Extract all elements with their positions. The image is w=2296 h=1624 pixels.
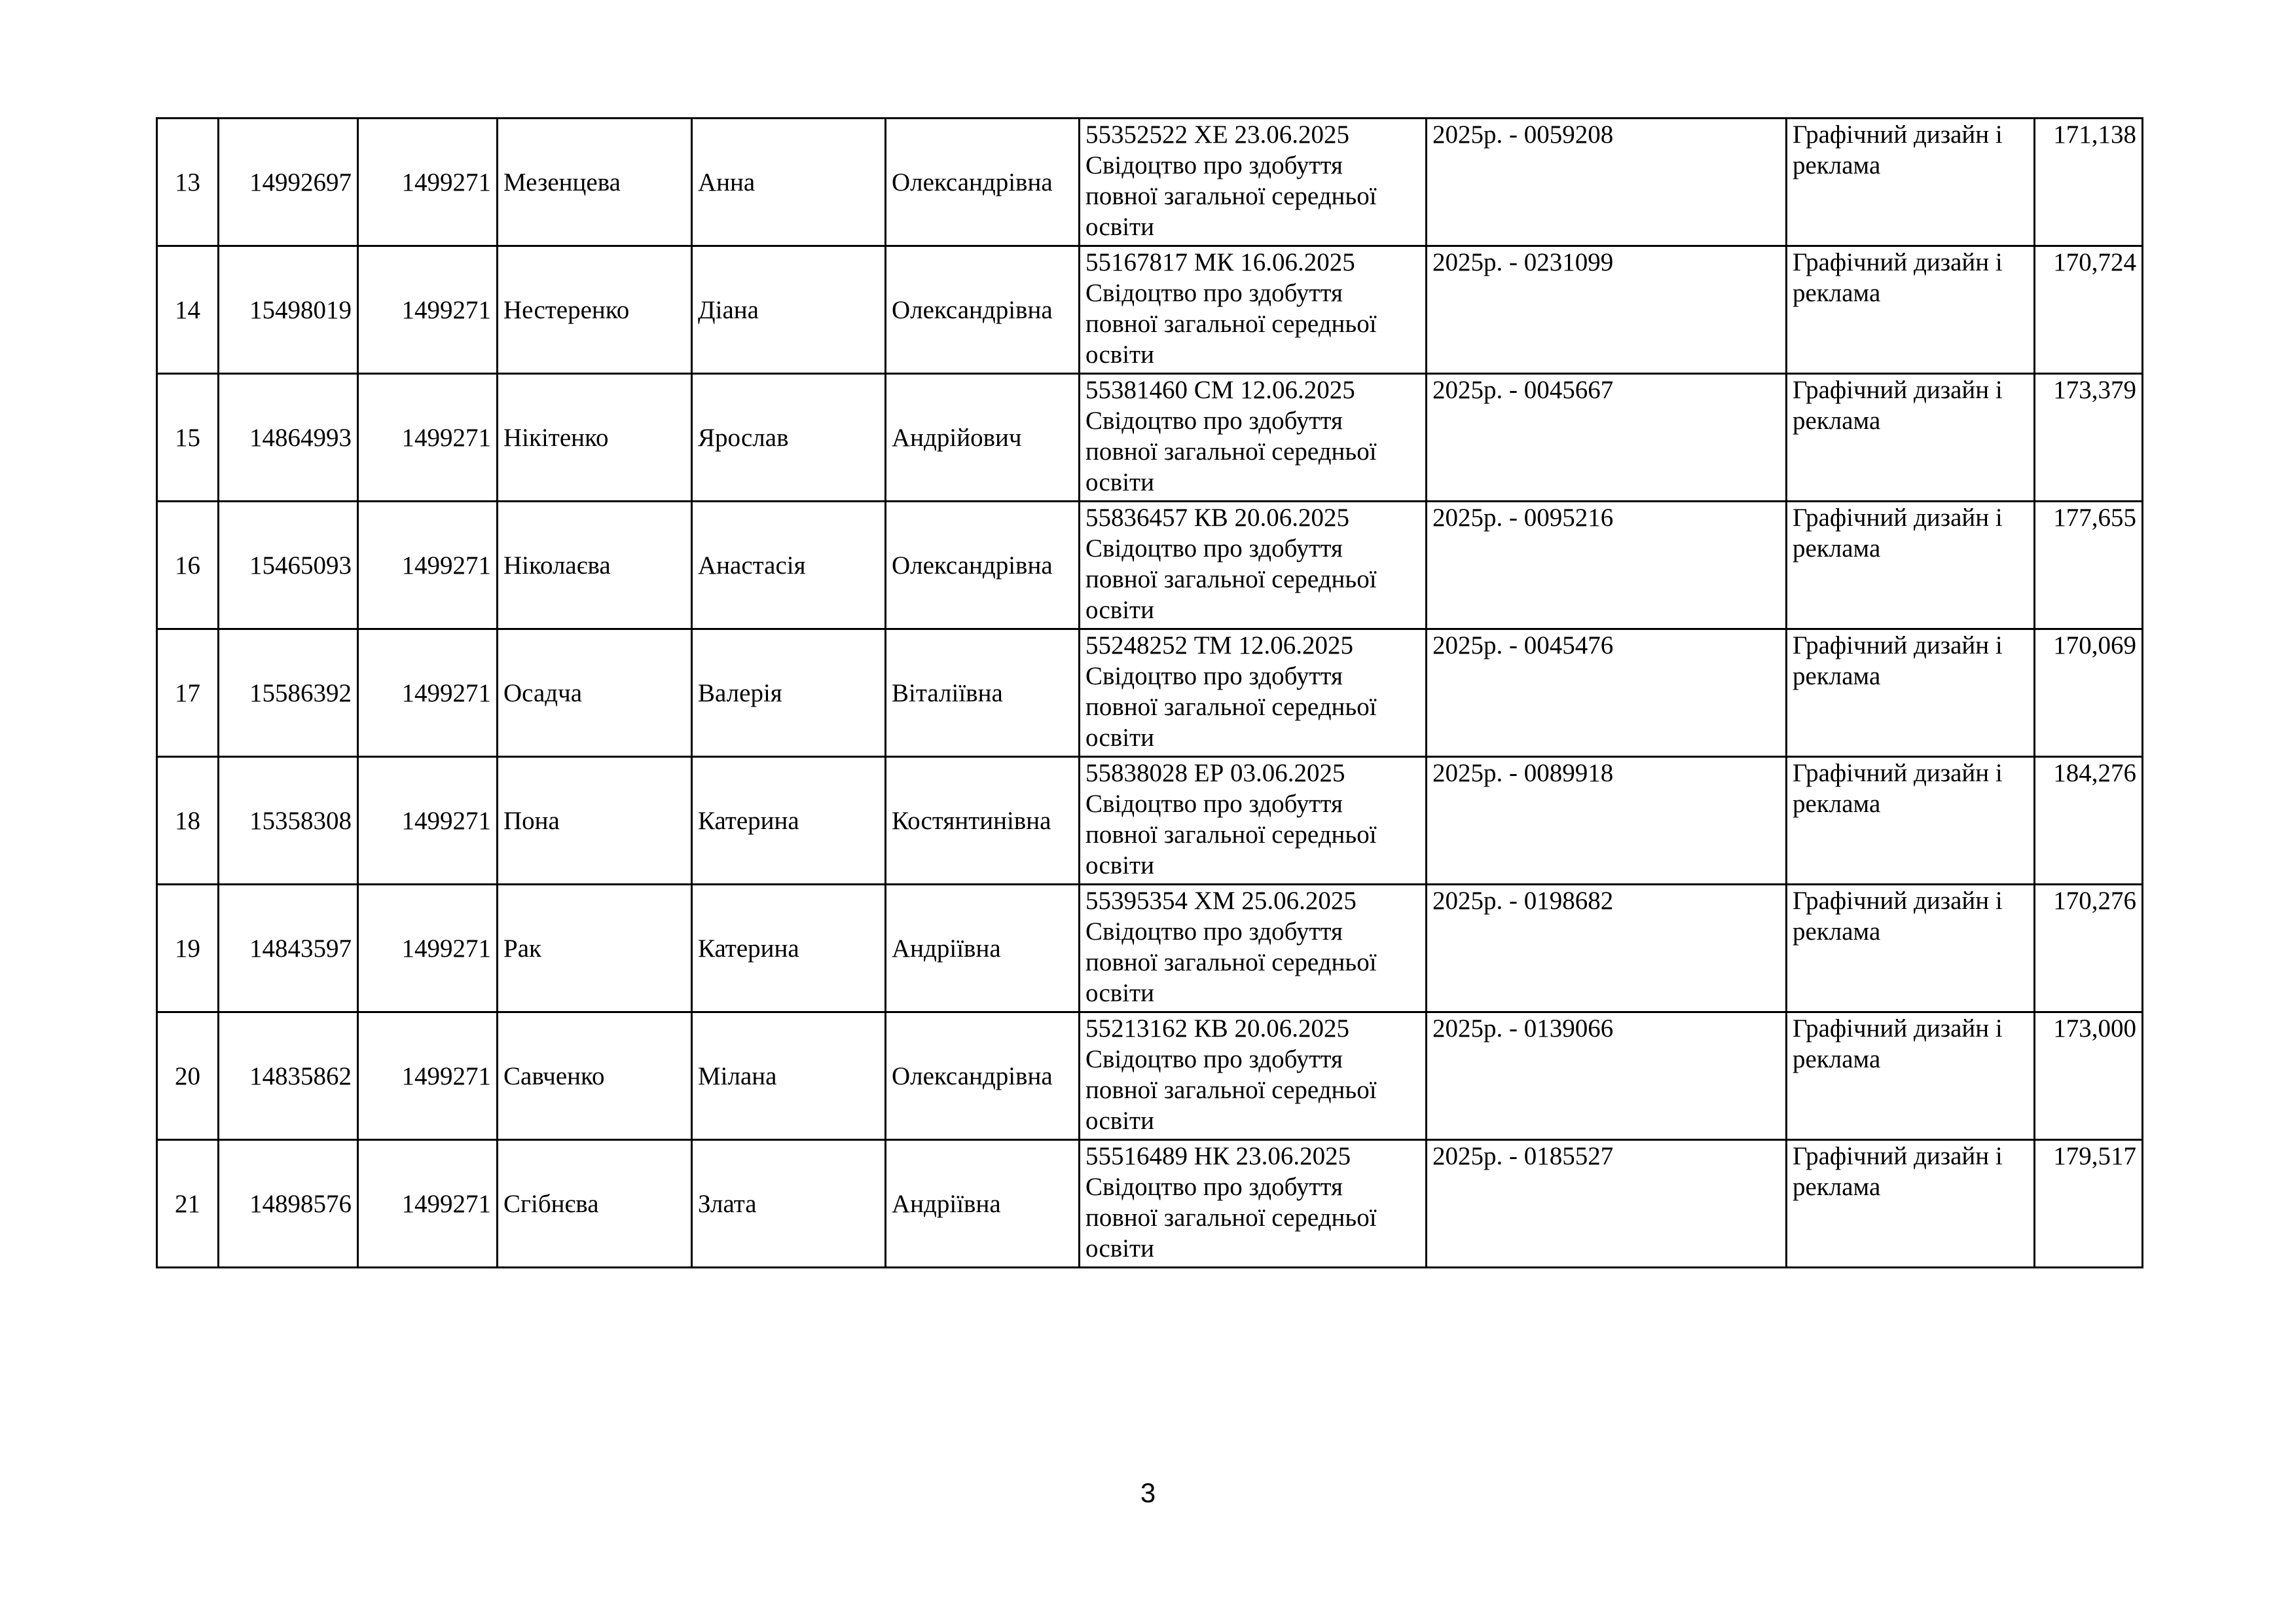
- first-name-cell: Злата: [692, 1140, 886, 1268]
- row-number-cell: 20: [157, 1012, 219, 1140]
- table-row: [157, 1140, 2143, 1268]
- offer-id-cell: 1499271: [358, 374, 498, 502]
- surname-cell: Нестеренко: [498, 246, 692, 374]
- page-number: 3: [1140, 1477, 1156, 1508]
- education-document-cell: 55838028 ЕР 03.06.2025 Свідоцтво про здобуття повної загальної середньої освіти: [1080, 757, 1427, 885]
- competitive-score-cell: 173,379: [2035, 374, 2143, 502]
- test-certificate-cell: 2025р. - 0045667: [1427, 374, 1787, 502]
- first-name-cell: Мілана: [692, 1012, 886, 1140]
- first-name-cell: Анна: [692, 119, 886, 246]
- surname-cell: Осадча: [498, 629, 692, 757]
- education-document-cell: 55167817 МК 16.06.2025 Свідоцтво про здобуття повної загальної середньої освіти: [1080, 246, 1427, 374]
- row-number-cell: 18: [157, 757, 219, 885]
- surname-cell: Савченко: [498, 1012, 692, 1140]
- surname-cell: Ніколаєва: [498, 502, 692, 629]
- competitive-score-cell: 173,000: [2035, 1012, 2143, 1140]
- specialty-cell: Графічний дизайн і реклама: [1787, 629, 2035, 757]
- application-id-cell: 14843597: [219, 885, 358, 1012]
- table-row: [157, 629, 2143, 757]
- education-document-cell: 55213162 КВ 20.06.2025 Свідоцтво про здобуття повної загальної середньої освіти: [1080, 1012, 1427, 1140]
- applicants-table: [156, 117, 2143, 1268]
- offer-id-cell: 1499271: [358, 502, 498, 629]
- surname-cell: Сгібнєва: [498, 1140, 692, 1268]
- competitive-score-cell: 177,655: [2035, 502, 2143, 629]
- row-number-cell: 14: [157, 246, 219, 374]
- patronymic-cell: Костянтинівна: [886, 757, 1080, 885]
- row-number-cell: 17: [157, 629, 219, 757]
- offer-id-cell: 1499271: [358, 885, 498, 1012]
- table-row: [157, 119, 2143, 246]
- table-row: [157, 246, 2143, 374]
- patronymic-cell: Андріївна: [886, 885, 1080, 1012]
- specialty-cell: Графічний дизайн і реклама: [1787, 885, 2035, 1012]
- row-number-cell: 13: [157, 119, 219, 246]
- offer-id-cell: 1499271: [358, 119, 498, 246]
- patronymic-cell: Андрійович: [886, 374, 1080, 502]
- offer-id-cell: 1499271: [358, 1012, 498, 1140]
- patronymic-cell: Олександрівна: [886, 502, 1080, 629]
- table-row: [157, 502, 2143, 629]
- patronymic-cell: Олександрівна: [886, 1012, 1080, 1140]
- patronymic-cell: Олександрівна: [886, 119, 1080, 246]
- test-certificate-cell: 2025р. - 0045476: [1427, 629, 1787, 757]
- table-row: [157, 1012, 2143, 1140]
- education-document-cell: 55248252 ТМ 12.06.2025 Свідоцтво про здобуття повної загальної середньої освіти: [1080, 629, 1427, 757]
- specialty-cell: Графічний дизайн і реклама: [1787, 1140, 2035, 1268]
- surname-cell: Рак: [498, 885, 692, 1012]
- application-id-cell: 15498019: [219, 246, 358, 374]
- offer-id-cell: 1499271: [358, 629, 498, 757]
- education-document-cell: 55516489 НК 23.06.2025 Свідоцтво про здобуття повної загальної середньої освіти: [1080, 1140, 1427, 1268]
- offer-id-cell: 1499271: [358, 757, 498, 885]
- application-id-cell: 14898576: [219, 1140, 358, 1268]
- specialty-cell: Графічний дизайн і реклама: [1787, 502, 2035, 629]
- patronymic-cell: Олександрівна: [886, 246, 1080, 374]
- first-name-cell: Катерина: [692, 885, 886, 1012]
- competitive-score-cell: 184,276: [2035, 757, 2143, 885]
- row-number-cell: 16: [157, 502, 219, 629]
- first-name-cell: Катерина: [692, 757, 886, 885]
- offer-id-cell: 1499271: [358, 246, 498, 374]
- test-certificate-cell: 2025р. - 0139066: [1427, 1012, 1787, 1140]
- surname-cell: Пона: [498, 757, 692, 885]
- test-certificate-cell: 2025р. - 0089918: [1427, 757, 1787, 885]
- offer-id-cell: 1499271: [358, 1140, 498, 1268]
- test-certificate-cell: 2025р. - 0185527: [1427, 1140, 1787, 1268]
- first-name-cell: Валерія: [692, 629, 886, 757]
- competitive-score-cell: 170,069: [2035, 629, 2143, 757]
- specialty-cell: Графічний дизайн і реклама: [1787, 1012, 2035, 1140]
- test-certificate-cell: 2025р. - 0059208: [1427, 119, 1787, 246]
- application-id-cell: 15465093: [219, 502, 358, 629]
- application-id-cell: 15358308: [219, 757, 358, 885]
- row-number-cell: 15: [157, 374, 219, 502]
- competitive-score-cell: 170,276: [2035, 885, 2143, 1012]
- competitive-score-cell: 170,724: [2035, 246, 2143, 374]
- test-certificate-cell: 2025р. - 0198682: [1427, 885, 1787, 1012]
- specialty-cell: Графічний дизайн і реклама: [1787, 374, 2035, 502]
- patronymic-cell: Андріївна: [886, 1140, 1080, 1268]
- specialty-cell: Графічний дизайн і реклама: [1787, 119, 2035, 246]
- row-number-cell: 19: [157, 885, 219, 1012]
- competitive-score-cell: 171,138: [2035, 119, 2143, 246]
- education-document-cell: 55395354 ХМ 25.06.2025 Свідоцтво про здобуття повної загальної середньої освіти: [1080, 885, 1427, 1012]
- table-row: [157, 757, 2143, 885]
- surname-cell: Нікітенко: [498, 374, 692, 502]
- test-certificate-cell: 2025р. - 0095216: [1427, 502, 1787, 629]
- application-id-cell: 14835862: [219, 1012, 358, 1140]
- competitive-score-cell: 179,517: [2035, 1140, 2143, 1268]
- table-row: [157, 885, 2143, 1012]
- first-name-cell: Анастасія: [692, 502, 886, 629]
- first-name-cell: Діана: [692, 246, 886, 374]
- specialty-cell: Графічний дизайн і реклама: [1787, 757, 2035, 885]
- row-number-cell: 21: [157, 1140, 219, 1268]
- application-id-cell: 15586392: [219, 629, 358, 757]
- education-document-cell: 55836457 КВ 20.06.2025 Свідоцтво про здобуття повної загальної середньої освіти: [1080, 502, 1427, 629]
- applicants-table-body: [157, 119, 2143, 1268]
- first-name-cell: Ярослав: [692, 374, 886, 502]
- patronymic-cell: Віталіївна: [886, 629, 1080, 757]
- table-row: [157, 374, 2143, 502]
- education-document-cell: 55352522 ХЕ 23.06.2025 Свідоцтво про здобуття повної загальної середньої освіти: [1080, 119, 1427, 246]
- education-document-cell: 55381460 СМ 12.06.2025 Свідоцтво про здобуття повної загальної середньої освіти: [1080, 374, 1427, 502]
- application-id-cell: 14992697: [219, 119, 358, 246]
- test-certificate-cell: 2025р. - 0231099: [1427, 246, 1787, 374]
- surname-cell: Мезенцева: [498, 119, 692, 246]
- application-id-cell: 14864993: [219, 374, 358, 502]
- specialty-cell: Графічний дизайн і реклама: [1787, 246, 2035, 374]
